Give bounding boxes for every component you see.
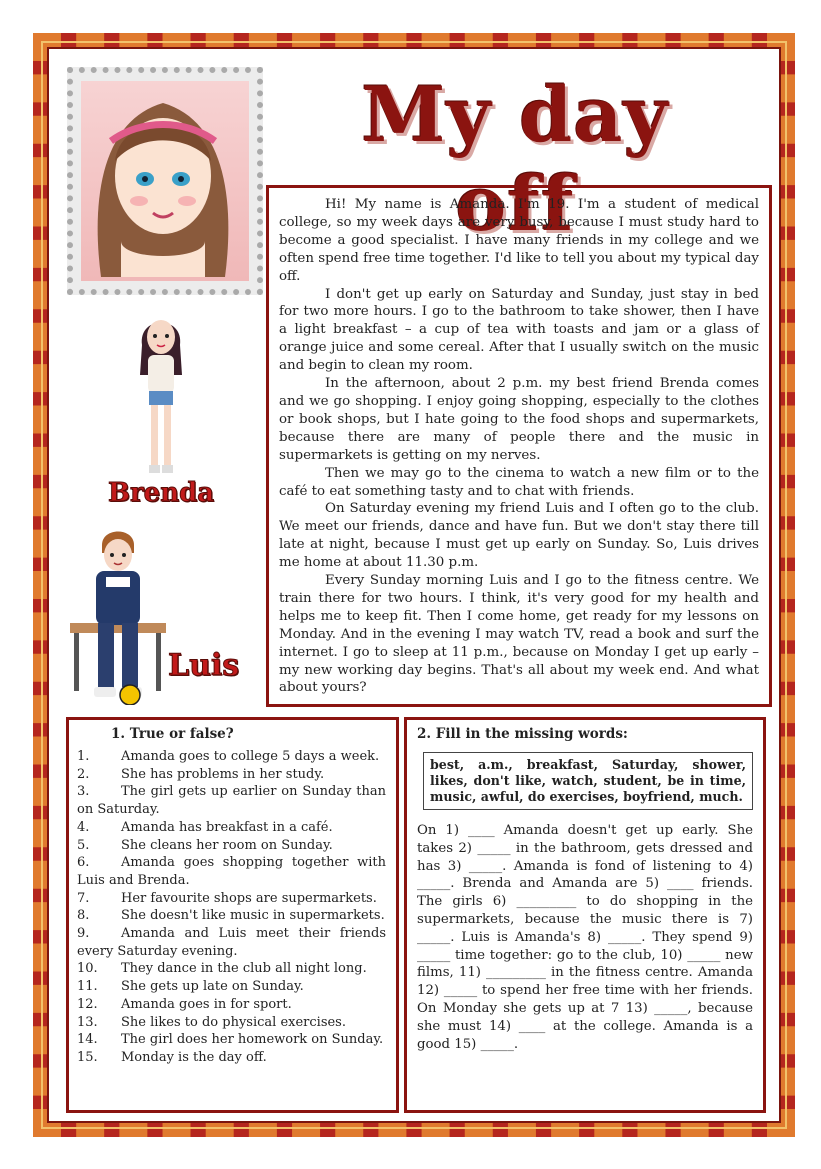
brenda-label: Brenda [108, 478, 215, 508]
amanda-illustration [81, 81, 245, 277]
true-false-list [77, 748, 386, 1067]
story-paragraph: Hi! My name is Amanda. I'm 19. I'm a student of medical college, so my week days are very busy, because I must study hard to become a good specialist. I have many friends in my college and we often spend free time together. I'd like to tell you about my typical day off. [279, 197, 759, 284]
page-title: My day off [361, 70, 669, 248]
fill-in-text: On 1) ____ Amanda doesn't get up early. She takes 2) _____ in the bathroom, gets dressed and has 3) _____. Amanda is fond of listening to 4) _____. Brenda and Amanda are 5) ____ friends. The girls 6) _________ to do shopping in the supermarkets, because the music there is 7) _____. Luis is Amanda's 8) _____. They spend 9) _____ time together: go to the club, 10) _____ new films, 11) _________ in the fitness centre. Amanda 12) _____ to spend her free time with her friends. On Monday she gets up at 7 13) _____, because she must 14) ____ at the college. Amanda is a good 15) _____. [417, 823, 753, 1052]
list-item: 8. She doesn't like music in supermarkets. [77, 908, 385, 924]
luis-label: Luis [168, 648, 240, 683]
fill-in-heading: 2. Fill in the missing words: [417, 726, 628, 742]
list-item: 3. The girl gets up earlier on Sunday than on Saturday. [77, 784, 386, 818]
fill-in-exercise [404, 717, 766, 1113]
true-false-heading: 1. True or false? [111, 726, 234, 742]
brenda-illustration [128, 305, 194, 485]
list-item: 6. Amanda goes shopping together with Luis and Brenda. [77, 855, 386, 888]
story-text [266, 185, 772, 707]
list-item: 12. Amanda goes in for sport. [77, 996, 292, 1012]
amanda-portrait [67, 67, 263, 295]
story-paragraph: Every Sunday morning Luis and I go to the fitness centre. We train there for two hours. I think, it's very good for my health and helps me to keep fit. Then I come home, get ready for my lessons on Monday. And in the evening I may watch TV, read a book and surf the internet. I go to sleep at 11 p.m., because on Monday I get up early – my new working day begins. That's all about my week end. And what about yours? [279, 573, 759, 696]
story-paragraph: Then we may go to the cinema to watch a new film or to the café to eat something tasty and to chat with friends. [279, 465, 759, 499]
list-item: 15. Monday is the day off. [77, 1049, 267, 1065]
list-item: 4. Amanda has breakfast in a café. [77, 819, 333, 835]
list-item: 11. She gets up late on Sunday. [77, 979, 304, 995]
true-false-exercise [66, 717, 399, 1113]
list-item: 7. Her favourite shops are supermarkets. [77, 890, 377, 906]
list-item: 14. The girl does her homework on Sunday. [77, 1032, 384, 1048]
word-bank: best, a.m., breakfast, Saturday, shower, likes, don't like, watch, student, be in time, music, awful, do exercises, boyfriend, much. [423, 752, 753, 810]
list-item: 1. Amanda goes to college 5 days a week. [77, 749, 380, 764]
luis-illustration [68, 525, 168, 705]
list-item: 2. She has problems in her study. [77, 766, 325, 782]
list-item: 5. She cleans her room on Sunday. [77, 837, 333, 853]
list-item: 9. Amanda and Luis meet their friends every Saturday evening. [77, 926, 386, 959]
story-paragraph: On Saturday evening my friend Luis and I often go to the club. We meet our friends, dance and have fun. But we don't stay there till late at night, because I must get up early on Sunday. So, Luis drives me home at about 11.30 p.m. [279, 501, 759, 571]
story-paragraph: In the afternoon, about 2 p.m. my best friend Brenda comes and we go shopping. I enjoy going shopping, especially to the clothes or book shops, but I hate going to the food shops and supermarkets, because there are many of people there and the music in supermarkets is getting on my nerves. [279, 376, 759, 463]
list-item: 10. They dance in the club all night long. [77, 961, 367, 977]
list-item: 13. She likes to do physical exercises. [77, 1014, 346, 1030]
story-paragraph: I don't get up early on Saturday and Sunday, just stay in bed for two more hours. I go to the bathroom to take shower, then I have a light breakfast – a cup of tea with toasts and jam or a glass of orange juice and some cereal. After that I usually switch on the music and begin to clean my room. [279, 286, 759, 374]
